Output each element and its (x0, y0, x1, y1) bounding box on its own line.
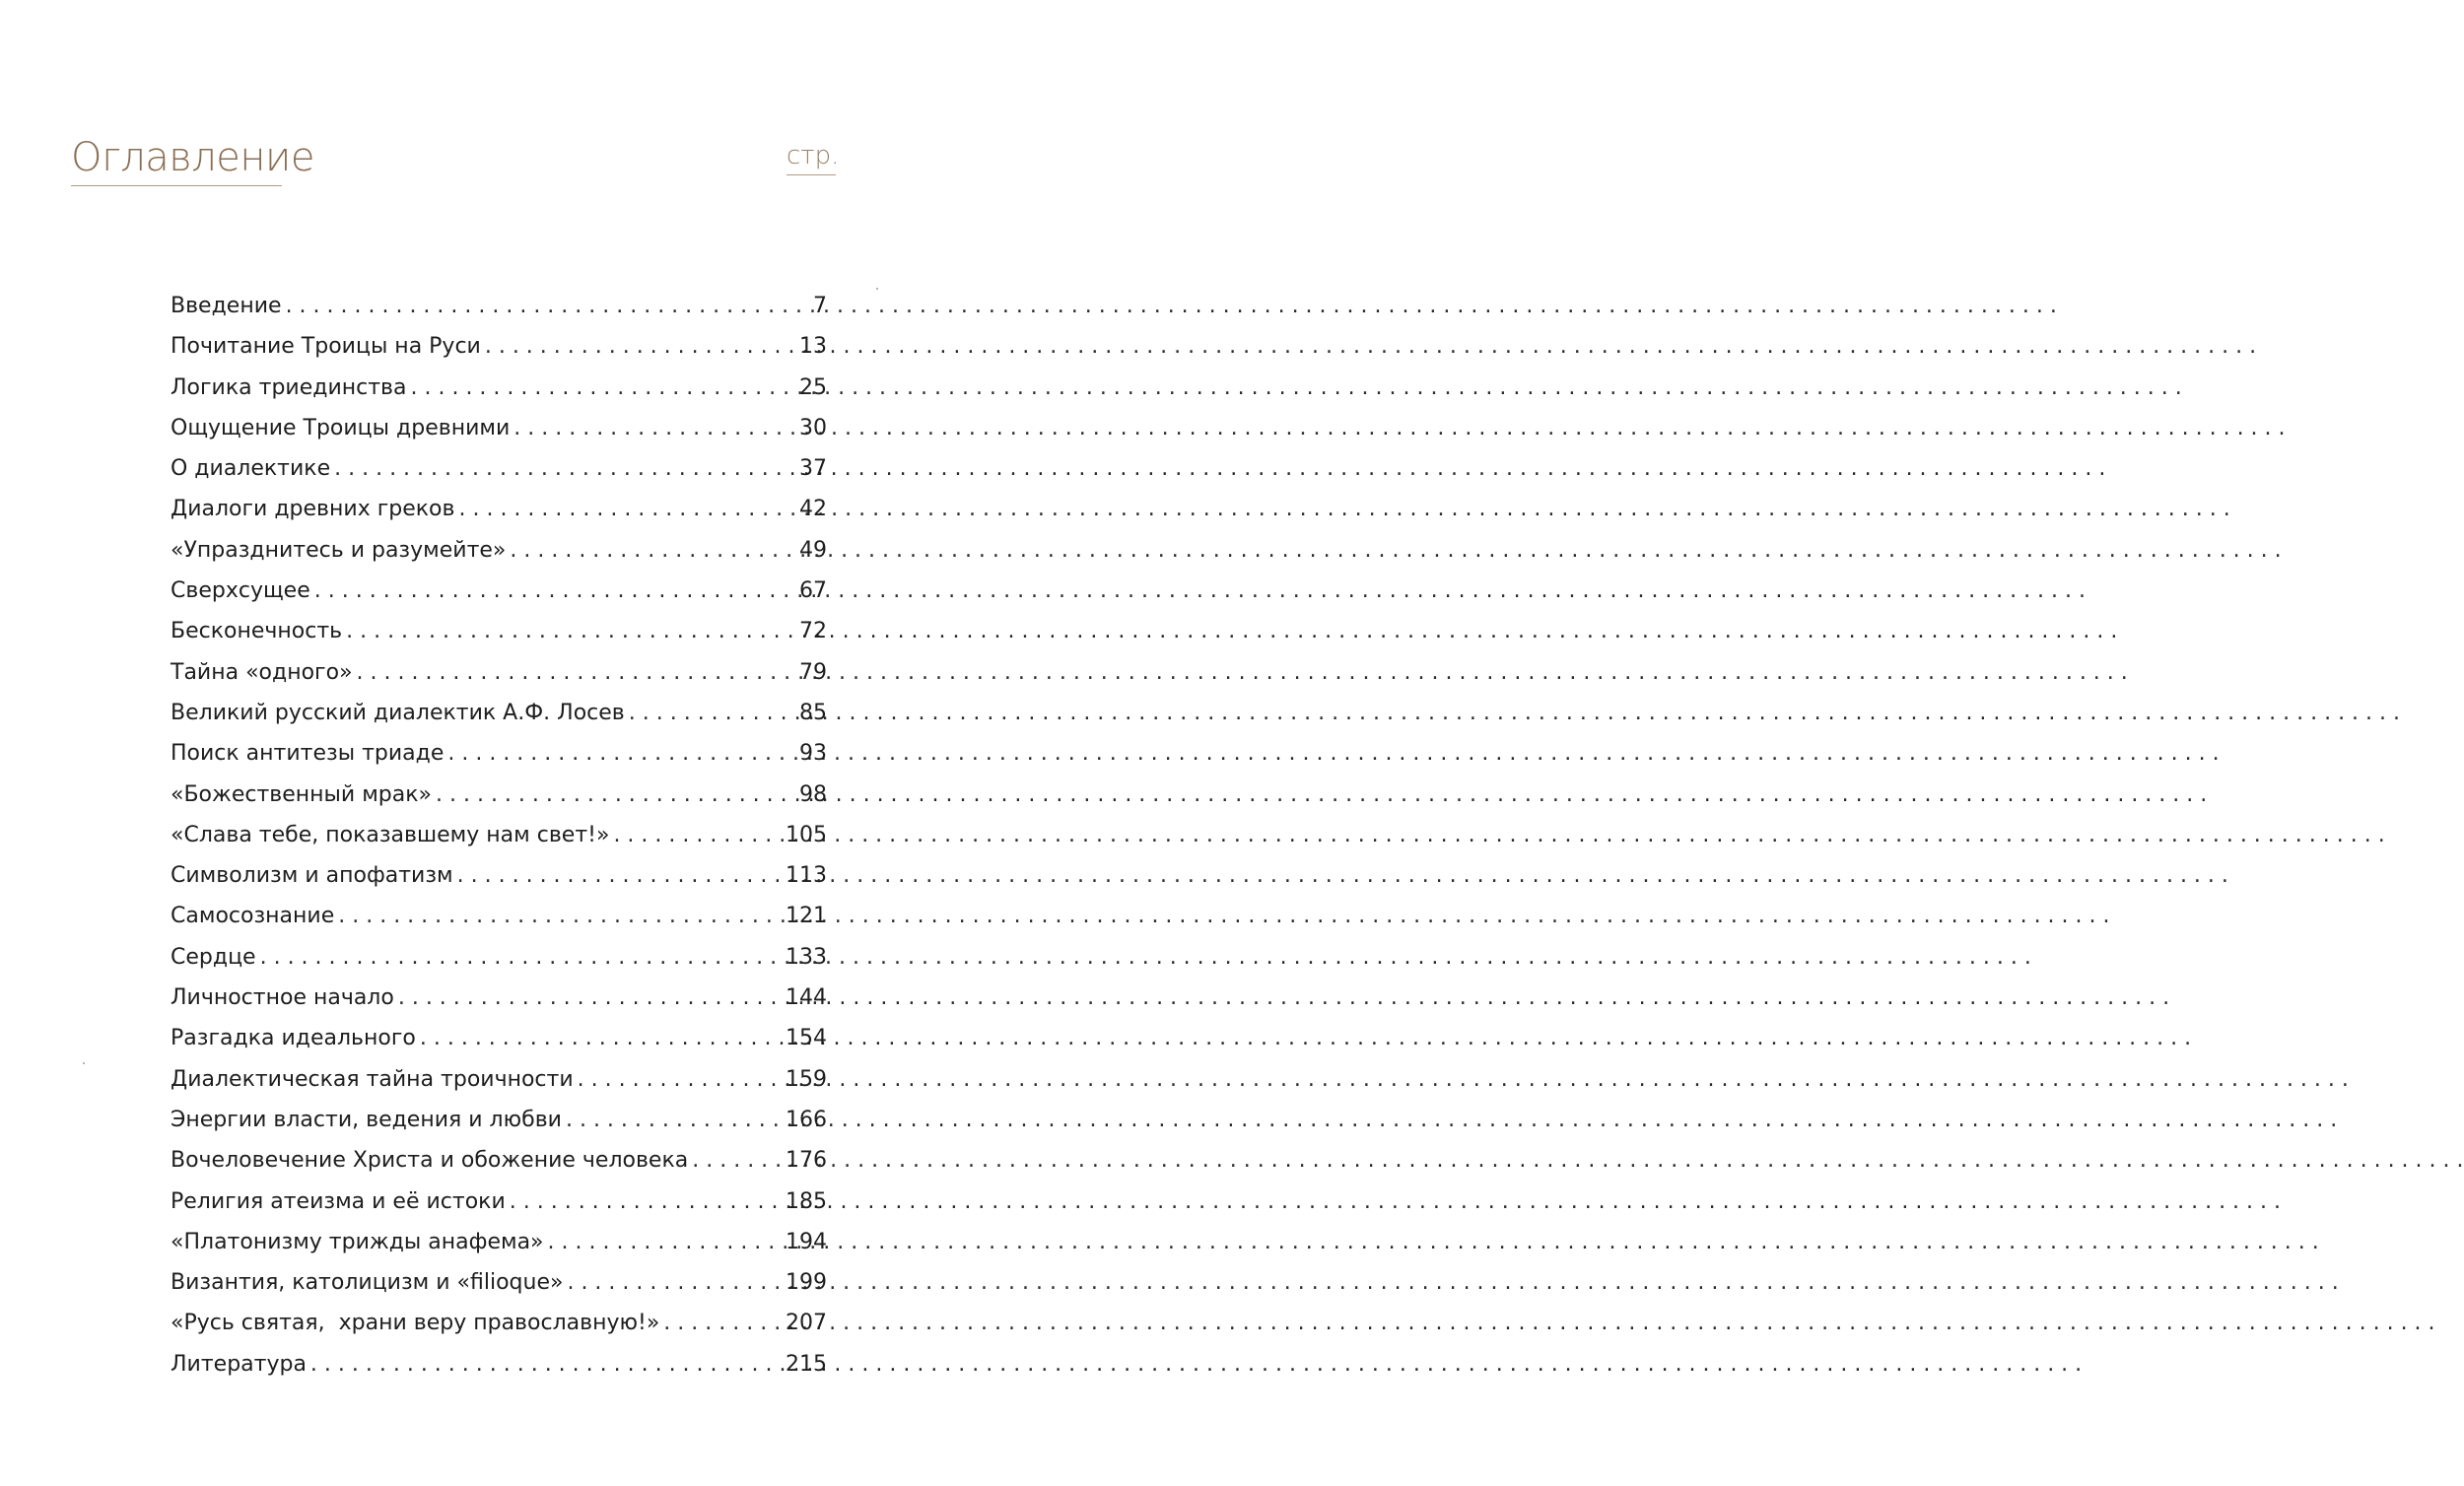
toc-entry[interactable] (171, 1222, 827, 1262)
toc-entry-title: Литература (171, 1351, 307, 1377)
dot-leader (548, 1222, 782, 1262)
dot-leader (310, 1344, 782, 1385)
dot-leader (692, 1140, 782, 1181)
toc-entry-title: Введение (171, 294, 282, 318)
toc-entry-title: Византия, католицизм и «filioque» (171, 1270, 564, 1296)
toc-entry-title: Почитание Троицы на Руси (171, 334, 481, 360)
dot-leader (510, 530, 795, 571)
toc-entry[interactable] (171, 1100, 827, 1140)
dot-leader (314, 571, 795, 611)
toc-entry-title: Великий русский диалектик А.Ф. Лосев (171, 700, 625, 725)
dot-leader (357, 652, 795, 693)
toc-entry-page: 98 (799, 781, 827, 807)
toc-entry-title: «Упразднитесь и разумейте» (171, 537, 507, 563)
toc-entry-page: 199 (786, 1270, 827, 1296)
toc-entry-page: 159 (786, 1066, 827, 1092)
toc-entry-page: 144 (786, 985, 827, 1011)
toc-entry[interactable] (171, 1262, 827, 1303)
toc-entry-title: Сверхсущее (171, 578, 310, 604)
dot-leader (338, 896, 782, 936)
dot-leader (447, 733, 795, 774)
toc-entry[interactable] (171, 1182, 827, 1222)
toc-entry-title: «Русь святая, храни веру православную!» (171, 1311, 660, 1336)
toc-entry[interactable] (171, 896, 827, 936)
toc-entry-title: Символизм и апофатизм (171, 863, 453, 889)
toc-entry[interactable] (171, 611, 827, 651)
dot-leader (485, 326, 795, 367)
dot-leader (513, 408, 795, 448)
dot-leader (260, 937, 782, 978)
page-column-label: стр. (787, 141, 840, 170)
toc-entry-page: 49 (799, 537, 827, 563)
toc-entry[interactable] (171, 448, 827, 489)
toc-entry-page: 176 (786, 1148, 827, 1174)
toc-entry-title: Бесконечность (171, 619, 343, 644)
toc-entry-page: 93 (799, 741, 827, 767)
toc-heading: Оглавление (71, 135, 314, 180)
toc-entry-page: 185 (786, 1188, 827, 1214)
toc-entry-page: 133 (786, 944, 827, 970)
toc-entry-page: 121 (786, 904, 827, 929)
toc-entry[interactable] (171, 326, 827, 367)
toc-entry-title: Тайна «одного» (171, 659, 353, 685)
toc-entry-title: Логика триединства (171, 374, 407, 400)
toc-entry-page: 25 (799, 374, 827, 400)
toc-entry-page: 42 (799, 497, 827, 522)
dot-leader (629, 693, 795, 733)
toc-entry-title: Самосознание (171, 904, 335, 929)
dot-leader (458, 489, 795, 529)
toc-entry-title: Диалоги древних греков (171, 497, 455, 522)
toc-entry[interactable] (171, 937, 827, 978)
toc-entry[interactable] (171, 489, 827, 529)
toc-entry[interactable] (171, 1140, 827, 1181)
toc-entry-title: Сердце (171, 944, 256, 970)
toc-entry-page: 105 (786, 822, 827, 847)
dot-leader (566, 1100, 782, 1140)
toc-entry[interactable] (171, 1303, 827, 1343)
toc-entry-title: Ощущение Троицы древними (171, 415, 511, 440)
toc-entry-title: «Божественный мрак» (171, 781, 432, 807)
toc-entry-page: 154 (786, 1026, 827, 1051)
toc-entry[interactable] (171, 855, 827, 896)
toc-entry[interactable] (171, 408, 827, 448)
toc-entry-page: 85 (799, 700, 827, 725)
toc-heading-underline (71, 185, 282, 186)
toc-entry-title: Личностное начало (171, 985, 394, 1011)
dot-leader (398, 978, 782, 1018)
toc-entry-page: 67 (799, 578, 827, 604)
toc-entry[interactable] (171, 1344, 827, 1385)
toc-entry[interactable] (171, 286, 827, 326)
toc-entry-page: 215 (786, 1351, 827, 1377)
dot-leader (286, 286, 809, 326)
toc-entry-page: 7 (813, 294, 827, 318)
toc-entry-page: 79 (799, 659, 827, 685)
toc-entry-page: 72 (799, 619, 827, 644)
toc-entry-title: Энергии власти, ведения и любви (171, 1107, 562, 1132)
toc-entry[interactable] (171, 571, 827, 611)
scan-speck (83, 1062, 85, 1064)
toc-entry[interactable] (171, 775, 827, 815)
toc-entry[interactable] (171, 368, 827, 408)
toc-entry[interactable] (171, 1059, 827, 1100)
toc-entry[interactable] (171, 733, 827, 774)
toc-entry-title: Поиск антитезы триаде (171, 741, 445, 767)
toc-entry-title: Разгадка идеального (171, 1026, 416, 1051)
scan-speck (876, 288, 878, 290)
dot-leader (457, 855, 782, 896)
toc-entry[interactable] (171, 815, 827, 855)
toc-entry-page: 194 (786, 1229, 827, 1254)
dot-leader (436, 775, 795, 815)
dot-leader (346, 611, 795, 651)
toc-entry-title: «Слава тебе, показавшему нам свет!» (171, 822, 610, 847)
toc-entry-title: Диалектическая тайна троичности (171, 1066, 574, 1092)
toc-entry-title: Вочеловечение Христа и обожение человека (171, 1148, 689, 1174)
toc-entry[interactable] (171, 652, 827, 693)
dot-leader (567, 1262, 782, 1303)
dot-leader (420, 1018, 782, 1058)
toc-entry-page: 13 (799, 334, 827, 360)
toc-entry[interactable] (171, 978, 827, 1018)
toc-entry-title: Религия атеизма и её истоки (171, 1188, 506, 1214)
dot-leader (613, 815, 782, 855)
toc-entry[interactable] (171, 530, 827, 571)
table-of-contents (171, 286, 827, 1385)
dot-leader (578, 1059, 782, 1100)
toc-entry-page: 37 (799, 456, 827, 482)
toc-entry-page: 30 (799, 415, 827, 440)
toc-entry-title: О диалектике (171, 456, 331, 482)
toc-entry[interactable] (171, 1018, 827, 1058)
toc-entry-page: 207 (786, 1311, 827, 1336)
page-column-underline (787, 174, 836, 175)
toc-entry-page: 113 (786, 863, 827, 889)
toc-entry[interactable] (171, 693, 827, 733)
dot-leader (663, 1303, 782, 1343)
dot-leader (411, 368, 796, 408)
dot-leader (510, 1182, 782, 1222)
toc-entry-title: «Платонизму трижды анафема» (171, 1229, 544, 1254)
toc-entry-page: 166 (786, 1107, 827, 1132)
dot-leader (334, 448, 795, 489)
